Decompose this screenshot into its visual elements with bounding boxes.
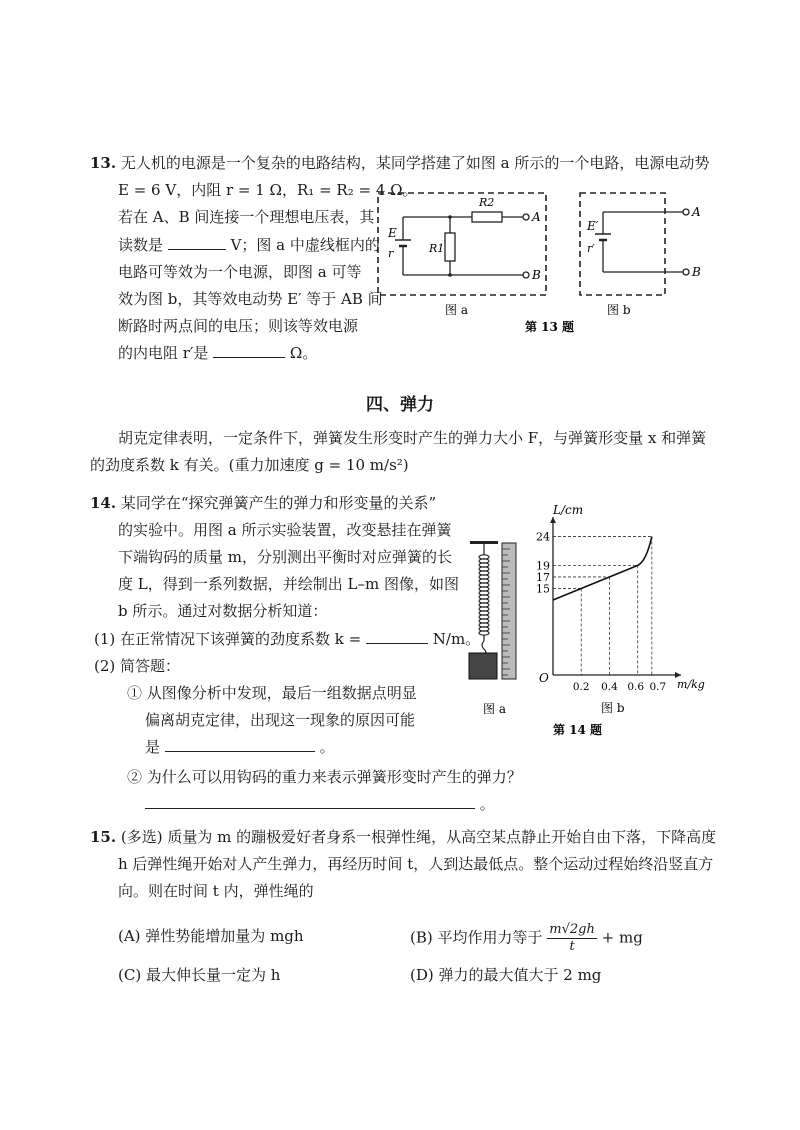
label-b-fig-a: B — [532, 268, 541, 282]
spring-coil — [479, 555, 489, 635]
q13-blank-voltage[interactable] — [168, 233, 226, 250]
q14-sub-1a: (1) 在正常情况下该弹簧的劲度系数 k = — [94, 630, 362, 648]
q13-line-7: 断路时两点间的电压；则该等效电源 — [118, 317, 359, 335]
q14-caption-a: 图 a — [483, 702, 506, 716]
label-r2: R2 — [479, 196, 495, 209]
q14-line-2: 的实验中。用图 a 所示实验装置，改变悬挂在弹簧 — [118, 521, 452, 539]
q13-caption-main: 第 13 题 — [525, 320, 575, 334]
q14-line-5: b 所示。通过对数据分析知道： — [118, 602, 328, 620]
label-e-prime: E′ — [587, 219, 599, 233]
terminal-b-fig-b — [683, 269, 689, 275]
fig-a-dashed-box — [378, 193, 546, 295]
q13-line-5: 电路可等效为一个电源，即图 a 可等 — [118, 263, 362, 281]
hook-weight — [469, 653, 497, 679]
q13-number: 13. — [90, 154, 117, 172]
q15-option-c[interactable]: (C) 最大伸长量一定为 h — [118, 966, 281, 984]
q13-line-4 — [118, 232, 380, 258]
label-r1: R1 — [429, 242, 445, 255]
q14-number: 14. — [90, 494, 117, 512]
chart-x-label: m/kg — [677, 678, 705, 691]
q14-sub-2-1a: ① 从图像分析中发现，最后一组数据点明显 — [127, 684, 417, 702]
q13-line-8 — [118, 340, 317, 366]
support-bar — [470, 541, 498, 544]
q13-text-4a: 读数是 — [118, 236, 164, 254]
fraction-numerator: m√2gh — [549, 922, 595, 937]
q13-text-4b: V；图 a 中虚线框内的 — [230, 236, 380, 254]
resistor-r1 — [445, 233, 455, 261]
label-r: r — [388, 247, 394, 260]
q13-caption-b: 图 b — [607, 303, 631, 317]
q14-sub-2: (2) 简答题： — [94, 657, 181, 675]
q13-text-1: 无人机的电源是一个复杂的电路结构，某同学搭建了如图 a 所示的一个电路，电源电动势 — [120, 154, 710, 172]
ruler — [502, 543, 516, 679]
q14-lm-chart — [535, 500, 705, 745]
q15-option-a[interactable]: (A) 弹性势能增加量为 mgh — [118, 927, 304, 945]
chart-y-tick-24: 24 — [536, 530, 550, 544]
chart-series-line — [553, 537, 652, 600]
label-a-fig-a: A — [532, 210, 541, 224]
chart-x-tick-0.2: 0.2 — [572, 681, 590, 693]
q14-sub-1b: N/m。 — [432, 630, 481, 648]
resistor-r2 — [472, 212, 502, 222]
q14-line-3: 下端钩码的质量 m，分别测出平衡时对应弹簧的长 — [118, 548, 452, 566]
q13-text-8a: 的内电阻 r′是 — [118, 344, 209, 362]
q14-sub-2-2: ② 为什么可以用钩码的重力来表示弹簧形变时产生的弹力？ — [127, 768, 522, 786]
label-b-fig-b: B — [692, 265, 701, 279]
q15-line-1 — [90, 824, 716, 850]
label-a-fig-b: A — [692, 205, 701, 219]
q13-caption-a: 图 a — [445, 303, 468, 317]
q15-option-b-prefix: (B) 平均作用力等于 — [410, 928, 543, 947]
q15-text-1: 质量为 m 的蹦极爱好者身系一根弹性绳，从高空某点静止开始自由下落，下降高度 — [167, 828, 717, 846]
q15-option-b-suffix: + mg — [601, 928, 643, 947]
q14-sub-1 — [94, 626, 480, 652]
q13-text-8b: Ω。 — [289, 344, 318, 362]
q15-option-b[interactable] — [410, 922, 643, 955]
q13-line-3: 若在 A、B 间连接一个理想电压表，其 — [118, 208, 375, 226]
q14-blank-reason[interactable] — [165, 735, 315, 752]
q14-answer-line — [145, 791, 495, 817]
chart-y-label: L/cm — [553, 503, 584, 517]
q14-text-1: 某同学在“探究弹簧产生的弹力和形变量的关系” — [120, 494, 437, 512]
q14-sub-2-1b: 偏离胡克定律，出现这一现象的原因可能 — [145, 711, 416, 729]
q13-circuit-figure — [375, 190, 710, 335]
section-4-title: 四、弹力 — [366, 395, 434, 415]
q14-answer-end: 。 — [479, 795, 495, 813]
q14-blank-why[interactable] — [145, 792, 475, 809]
terminal-b-fig-a — [523, 272, 529, 278]
chart-y-tick-17: 17 — [536, 570, 550, 584]
q14-caption-b: 图 b — [601, 701, 625, 715]
chart-x-tick-0.4: 0.4 — [601, 681, 618, 693]
q14-sub-2-1d: 。 — [319, 738, 335, 756]
q14-caption-main: 第 14 题 — [553, 723, 603, 737]
fraction-denominator: t — [569, 939, 575, 954]
q14-line-4: 度 L，得到一系列数据，并绘制出 L–m 图像，如图 — [118, 575, 459, 593]
chart-y-tick-15: 15 — [536, 582, 550, 596]
chart-y-tick-19: 19 — [536, 559, 550, 573]
q14-blank-k[interactable] — [366, 627, 428, 644]
q13-line-1 — [90, 150, 709, 176]
terminal-a-fig-b — [683, 209, 689, 215]
q15-tag: (多选) — [120, 828, 163, 846]
chart-y-arrow — [550, 517, 556, 523]
q14-spring-apparatus — [460, 535, 530, 735]
label-r-prime: r′ — [587, 242, 595, 255]
q13-line-2: E = 6 V，内阻 r = 1 Ω，R₁ = R₂ = 4 Ω。 — [118, 181, 418, 199]
q14-line-1 — [90, 490, 436, 516]
q13-blank-resistance[interactable] — [213, 341, 285, 358]
q15-number: 15. — [90, 828, 117, 846]
q13-line-6: 效为图 b，其等效电动势 E′ 等于 AB 间 — [118, 290, 383, 308]
q15-option-d[interactable]: (D) 弹力的最大值大于 2 mg — [410, 966, 602, 984]
section-4-para-2: 的劲度系数 k 有关。(重力加速度 g = 10 m/s²) — [90, 456, 409, 474]
chart-x-tick-0.7: 0.7 — [649, 681, 667, 693]
terminal-a-fig-a — [523, 214, 529, 220]
q15-line-2: h 后弹性绳开始对人产生弹力，再经历时间 t，人到达最低点。整个运动过程始终沿竖直方 — [118, 855, 714, 873]
chart-x-tick-0.6: 0.6 — [627, 681, 645, 693]
q15-option-b-fraction — [547, 922, 597, 955]
q15-line-3: 向。则在时间 t 内，弹性绳的 — [118, 882, 314, 900]
label-e: E — [388, 226, 397, 240]
section-4-para-1: 胡克定律表明，一定条件下，弹簧发生形变时产生的弹力大小 F，与弹簧形变量 x 和弹簧 — [118, 429, 707, 447]
q14-sub-2-1c-text: 是 — [145, 738, 161, 756]
q14-sub-2-1c — [145, 734, 335, 760]
chart-origin-label: O — [539, 671, 549, 685]
